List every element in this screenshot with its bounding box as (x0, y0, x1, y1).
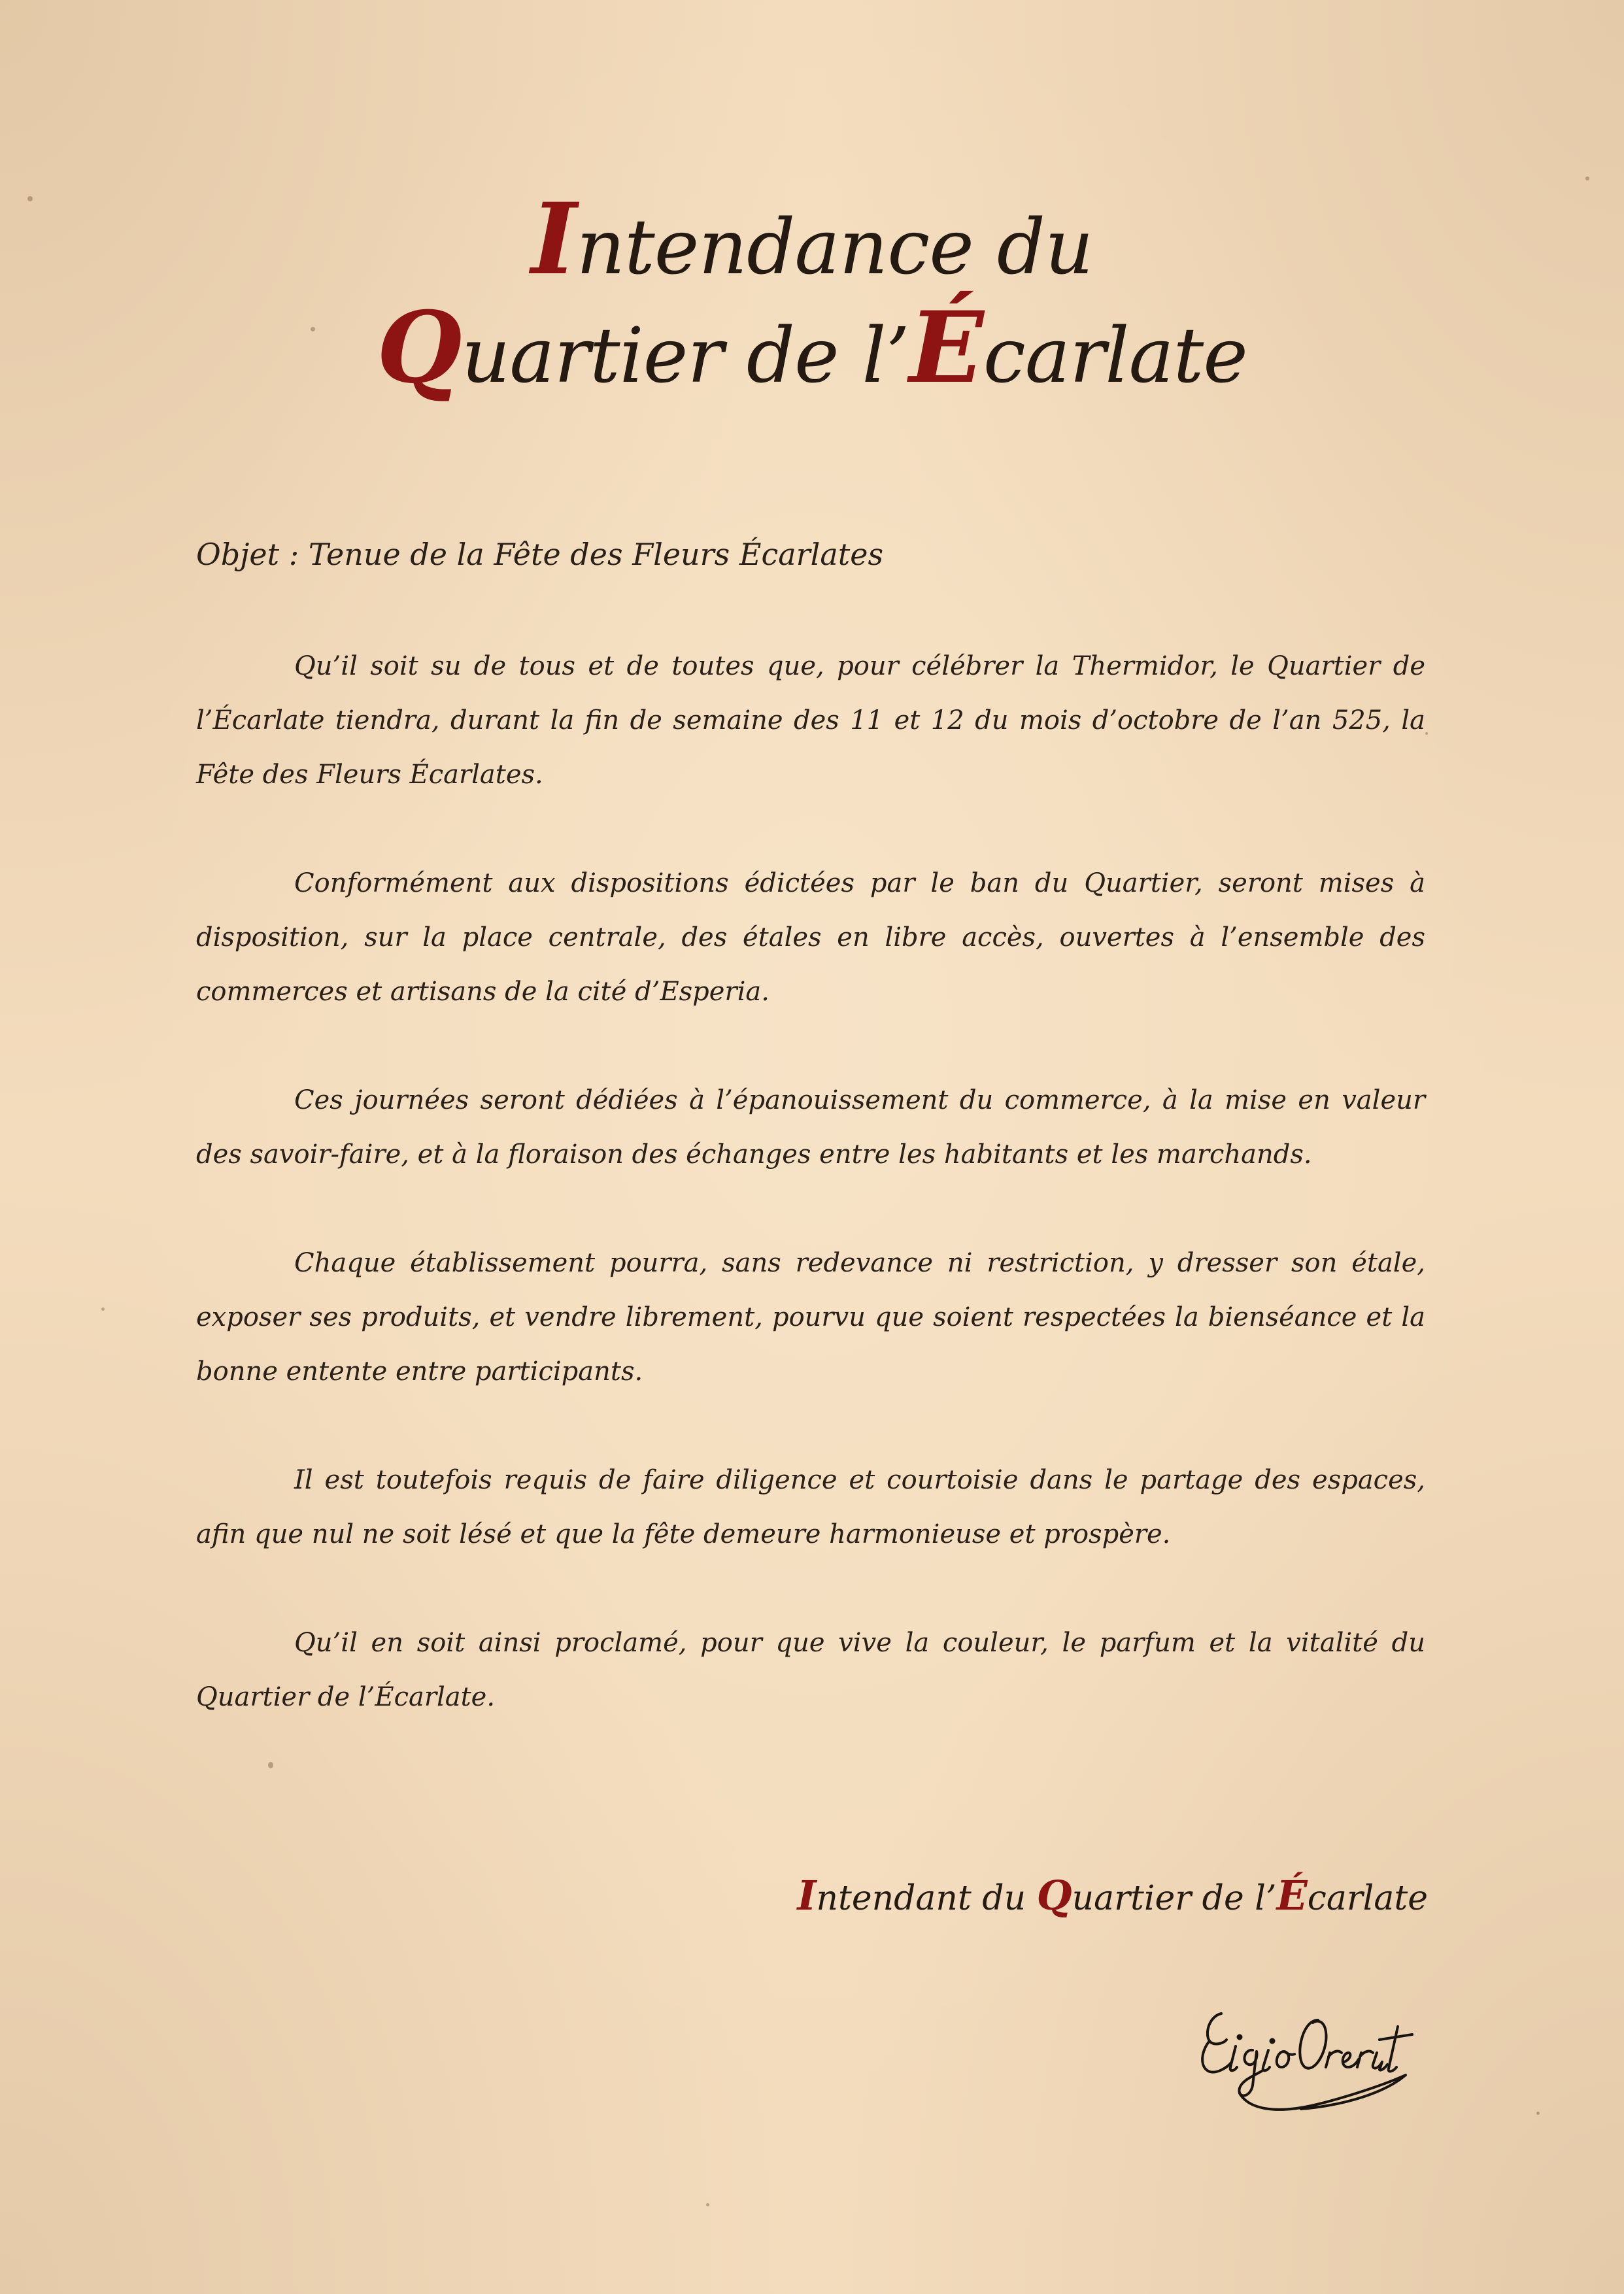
letter-paragraph: Qu’il en soit ainsi proclamé, pour que vive la couleur, le parfum et la vitalité du Quartier de l’Écarlate. (196, 1628, 1425, 1712)
letter-paragraph: Il est toutefois requis de faire diligence et courtoisie dans le partage des espaces, afin que nul ne soit lésé et que la fête demeure harmonieuse et prospère. (196, 1465, 1425, 1549)
handwritten-signature (1190, 1994, 1425, 2125)
letter-paragraph: Conformément aux dispositions édictées par le ban du Quartier, seront mises à disposition, sur la place centrale, des étales en libre accès, ouvertes à l’ensemble des commerces et artisans de la cité d’Esperia. (196, 868, 1425, 1007)
title-line-2-text-b: carlate (983, 312, 1247, 400)
paper-speck (101, 1307, 105, 1311)
letter-paragraph: Qu’il soit su de tous et de toutes que, pour célébrer la Thermidor, le Quartier de l’Écarlate tiendra, durant la fin de semaine des 11 et 12 du mois d’octobre de l’an 525, la Fête des Fleurs Écarlates. (196, 651, 1425, 790)
title-line-2 (0, 290, 1624, 409)
title-initial-i: I (531, 182, 577, 297)
paper-speck (1536, 2112, 1540, 2115)
letter-body (196, 639, 1425, 1779)
title-initial-q: Q (377, 290, 462, 405)
title-initial-e: É (909, 290, 983, 405)
paper-speck (1425, 732, 1428, 735)
paper-speck (1585, 177, 1589, 180)
closing-text-b: uartier de l’ (1072, 1879, 1277, 1918)
closing-initial-q: Q (1036, 1872, 1072, 1919)
letter-subject: Objet : Tenue de la Fête des Fleurs Écarlates (196, 537, 884, 572)
title-line-1 (0, 182, 1624, 300)
closing-text-a: ntendant du (816, 1879, 1037, 1918)
closing-title (797, 1870, 1428, 1925)
closing-text-c: carlate (1307, 1879, 1428, 1918)
letter-paragraph: Chaque établissement pourra, sans redevance ni restriction, y dresser son étale, exposer ses produits, et vendre librement, pourvu que soient respectées la bienséance et la bonne entente entre participants. (196, 1248, 1425, 1387)
title-line-2-text-a: uartier de l’ (461, 312, 909, 400)
paper-speck (706, 2203, 709, 2206)
title-line-1-text: ntendance du (576, 203, 1093, 292)
closing-initial-e: É (1276, 1872, 1308, 1919)
closing-initial-i: I (797, 1872, 817, 1919)
letter-paragraph: Ces journées seront dédiées à l’épanouissement du commerce, à la mise en valeur des savoir-faire, et à la floraison des échanges entre les habitants et les marchands. (196, 1085, 1425, 1170)
